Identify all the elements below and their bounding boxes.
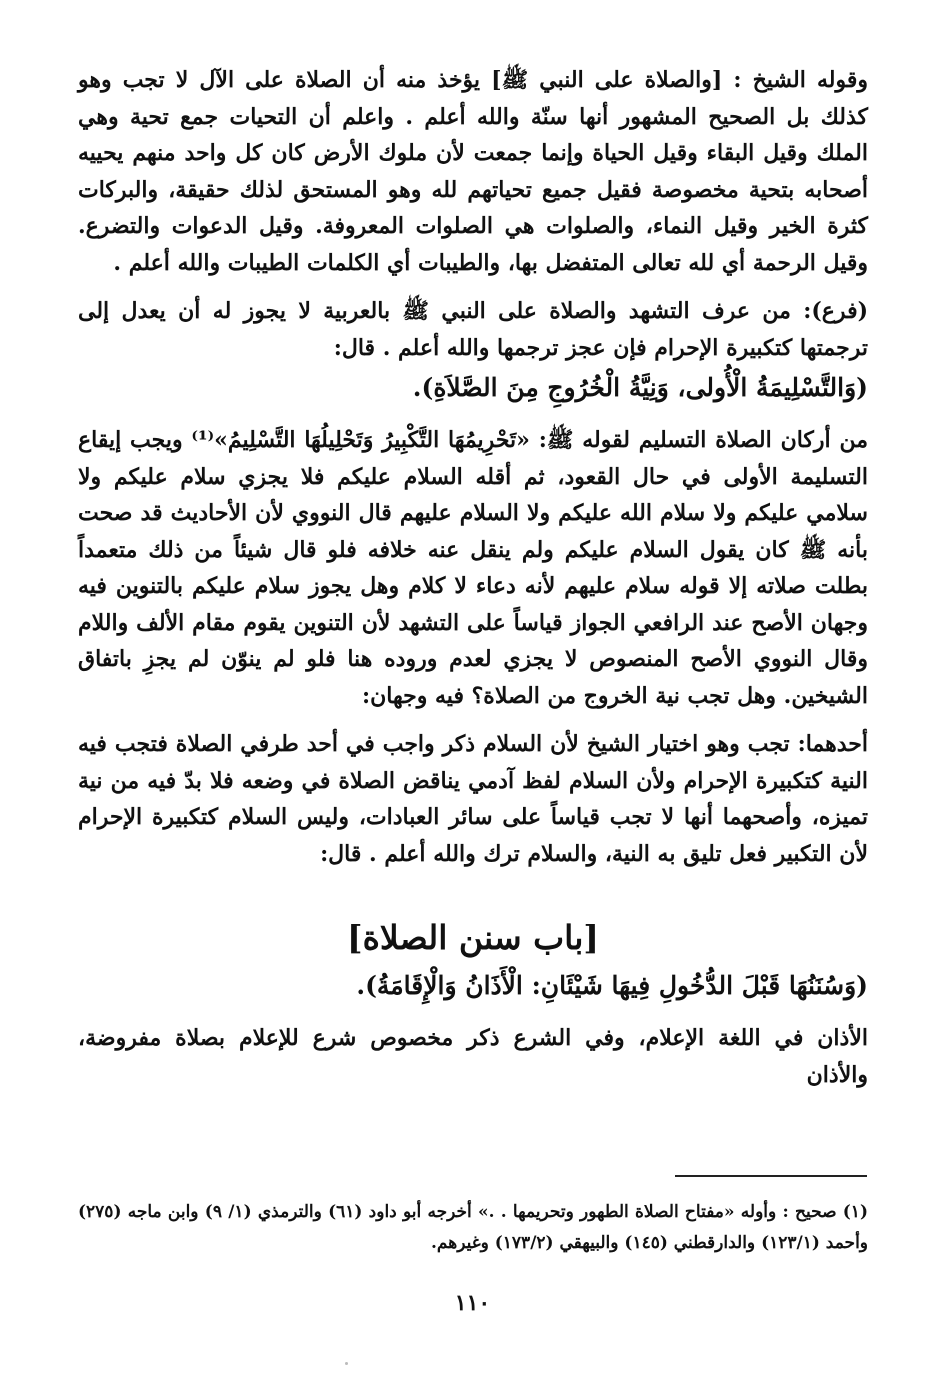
- footnote-1: (١) صحيح : وأوله «مفتاح الصلاة الطهور وتحريمها . .» أخرجه أبو داود (٦١) والترمذي (١/ ٩) وابن ماجه (٢٧٥) وأحمد (١٢٣/١) والدارقطني (١٤٥) والبيهقي (١٧٣/٢) وغيرهم.: [78, 1202, 868, 1253]
- paragraph-taslim-rulings: من أركان الصلاة التسليم لقوله ﷺ: «تَحْرِيمُهَا التَّكْبِيرُ وَتَحْلِيلُهَا التَّسْلِيمُ»⁽¹⁾ ويجب إيقاع التسليمة الأولى في حال القعود، ثم أقله السلام عليكم فلا يجزي سلام عليكم ولا سلامي عليكم ولا سلام الله عليكم ولا السلام عليهم قال النووي لأن الأحاديث قد صحت بأنه ﷺ كان يقول السلام عليكم ولم ينقل عنه خلافه فلو قال شيئاً من ذلك متعمداً بطلت صلاته إلا قوله سلام عليهم لأنه دعاء لا كلام وهل يجوز سلام عليكم بالتنوين فيه وجهان الأصح عند الرافعي الجواز قياساً على التشهد لأن التنوين يقوم مقام الألف واللام وقال النووي الأصح المنصوص لا يجزي لعدم وروده هنا فلو لم ينوّن لم يجزِ باتفاق الشيخين. وهل تجب نية الخروج من الصلاة؟ فيه وجهان:: [78, 427, 868, 709]
- paragraph-far-translation: (فرع): من عرف التشهد والصلاة على النبي ﷺ بالعربية لا يجوز له أن يعدل إلى ترجمتها كتكبيرة الإحرام فإن عجز ترجمها والله أعلم . قال:: [78, 298, 868, 361]
- page-number: ١١٠: [454, 1290, 491, 1316]
- matn-taslim: (وَالتَّسْلِيمَةُ الْأُولى، وَنِيَّةُ الْخُرُوجِ مِنَ الصَّلاَةِ).: [412, 373, 868, 402]
- paragraph-niyyah-opinions: أحدهما: تجب وهو اختيار الشيخ لأن السلام ذكر واجب في أحد طرفي الصلاة فتجب فيه النية كتكبيرة الإحرام ولأن السلام لفظ آدمي يناقض الصلاة في وضعه فلا بدّ فيه من نية تميزه، وأصحهما أنها لا تجب قياساً على سائر العبادات، وليس السلام كتكبيرة الإحرام لأن التكبير فعل تليق به النية، والسلام ترك والله أعلم . قال:: [78, 731, 868, 867]
- page-body: [78, 62, 868, 1093]
- paragraph-commentary-tashahhud: وقوله الشيخ : [والصلاة على النبي ﷺ] يؤخذ منه أن الصلاة على الآل لا تجب وهو كذلك بل الصحيح المشهور أنها سنّة والله أعلم . واعلم أن التحيات جمع تحية وهي الملك وقيل البقاء وقيل الحياة وإنما جمعت لأن ملوك الأرض كان كل واحد منهم يحييه أصحابه بتحية مخصوصة فقيل جميع تحياتهم لله وهو المستحق لذلك حقيقة، والبركات كثرة الخير وقيل النماء، والصلوات هي الصلوات المعروفة. وقيل الدعوات والتضرع. وقيل الرحمة أي لله تعالى المتفضل بها، والطيبات أي الكلمات الطيبات والله أعلم .: [78, 67, 868, 276]
- footnote-separator: [675, 1175, 867, 1177]
- scan-speck: [345, 1362, 348, 1365]
- paragraph-adhan-definition: الأذان في اللغة الإعلام، وفي الشرع ذكر مخصوص شرع للإعلام بصلاة مفروضة، والأذان: [78, 1025, 868, 1088]
- chapter-title: [باب سنن الصلاة]: [346, 918, 600, 957]
- matn-sunan: (وَسُنَنُهَا قَبْلَ الدُّخُولِ فِيهَا شَيْئَانِ: الْأَذَانُ وَالْإِقَامَةُ).: [356, 971, 868, 1000]
